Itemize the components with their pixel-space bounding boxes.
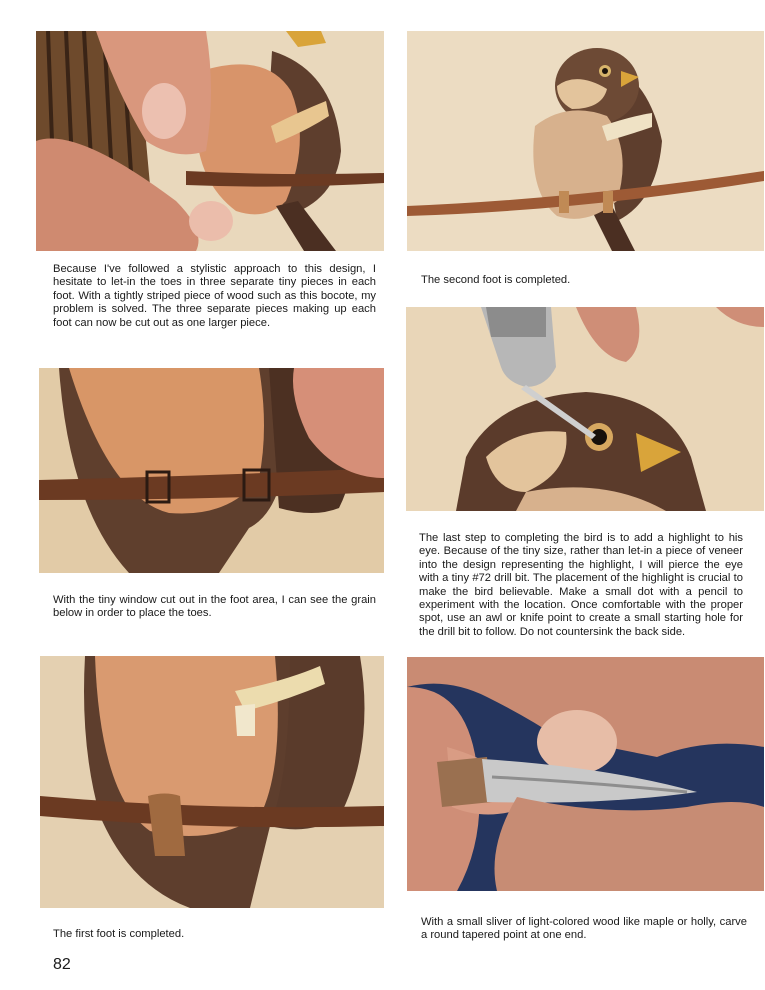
caption-bocote-foot: Because I've followed a stylistic approach to this design, I hesitate to let-in the toes in three separate tiny pieces in each foot. With a tightly striped piece of wood such as this bocote, my problem is solved. The three separate pieces making up each foot can now be cut out as one larger piece. <box>53 263 376 329</box>
photo-drill-eye <box>406 307 764 511</box>
caption-second-foot: The second foot is completed. <box>421 274 571 286</box>
photo-second-foot <box>407 31 764 251</box>
photo-carving-sliver <box>407 657 764 891</box>
caption-drill-eye: The last step to completing the bird is to add a highlight to his eye. Because of the tiny size, rather than let-in a piece of veneer into the design representing the highlight, I will pierce the eye with a tiny #72 drill bit. The placement of the highlight is crucial to make the bird believable. Make a small dot with a pencil to experiment with the location. Once comfortable with the proper spot, use an awl or knife point to create a small starting hole for the drill bit to follow. Do not countersink the back side. <box>419 532 743 638</box>
caption-foot-window: With the tiny window cut out in the foot area, I can see the grain below in order to place the toes. <box>53 594 376 620</box>
photo-first-foot <box>40 656 384 908</box>
photo-foot-window <box>39 368 384 573</box>
page-number: 82 <box>53 956 71 973</box>
caption-carving-sliver: With a small sliver of light-colored wood like maple or holly, carve a round tapered point at one end. <box>421 916 747 942</box>
photo-bocote-foot <box>36 31 384 251</box>
caption-first-foot: The first foot is completed. <box>53 928 185 940</box>
